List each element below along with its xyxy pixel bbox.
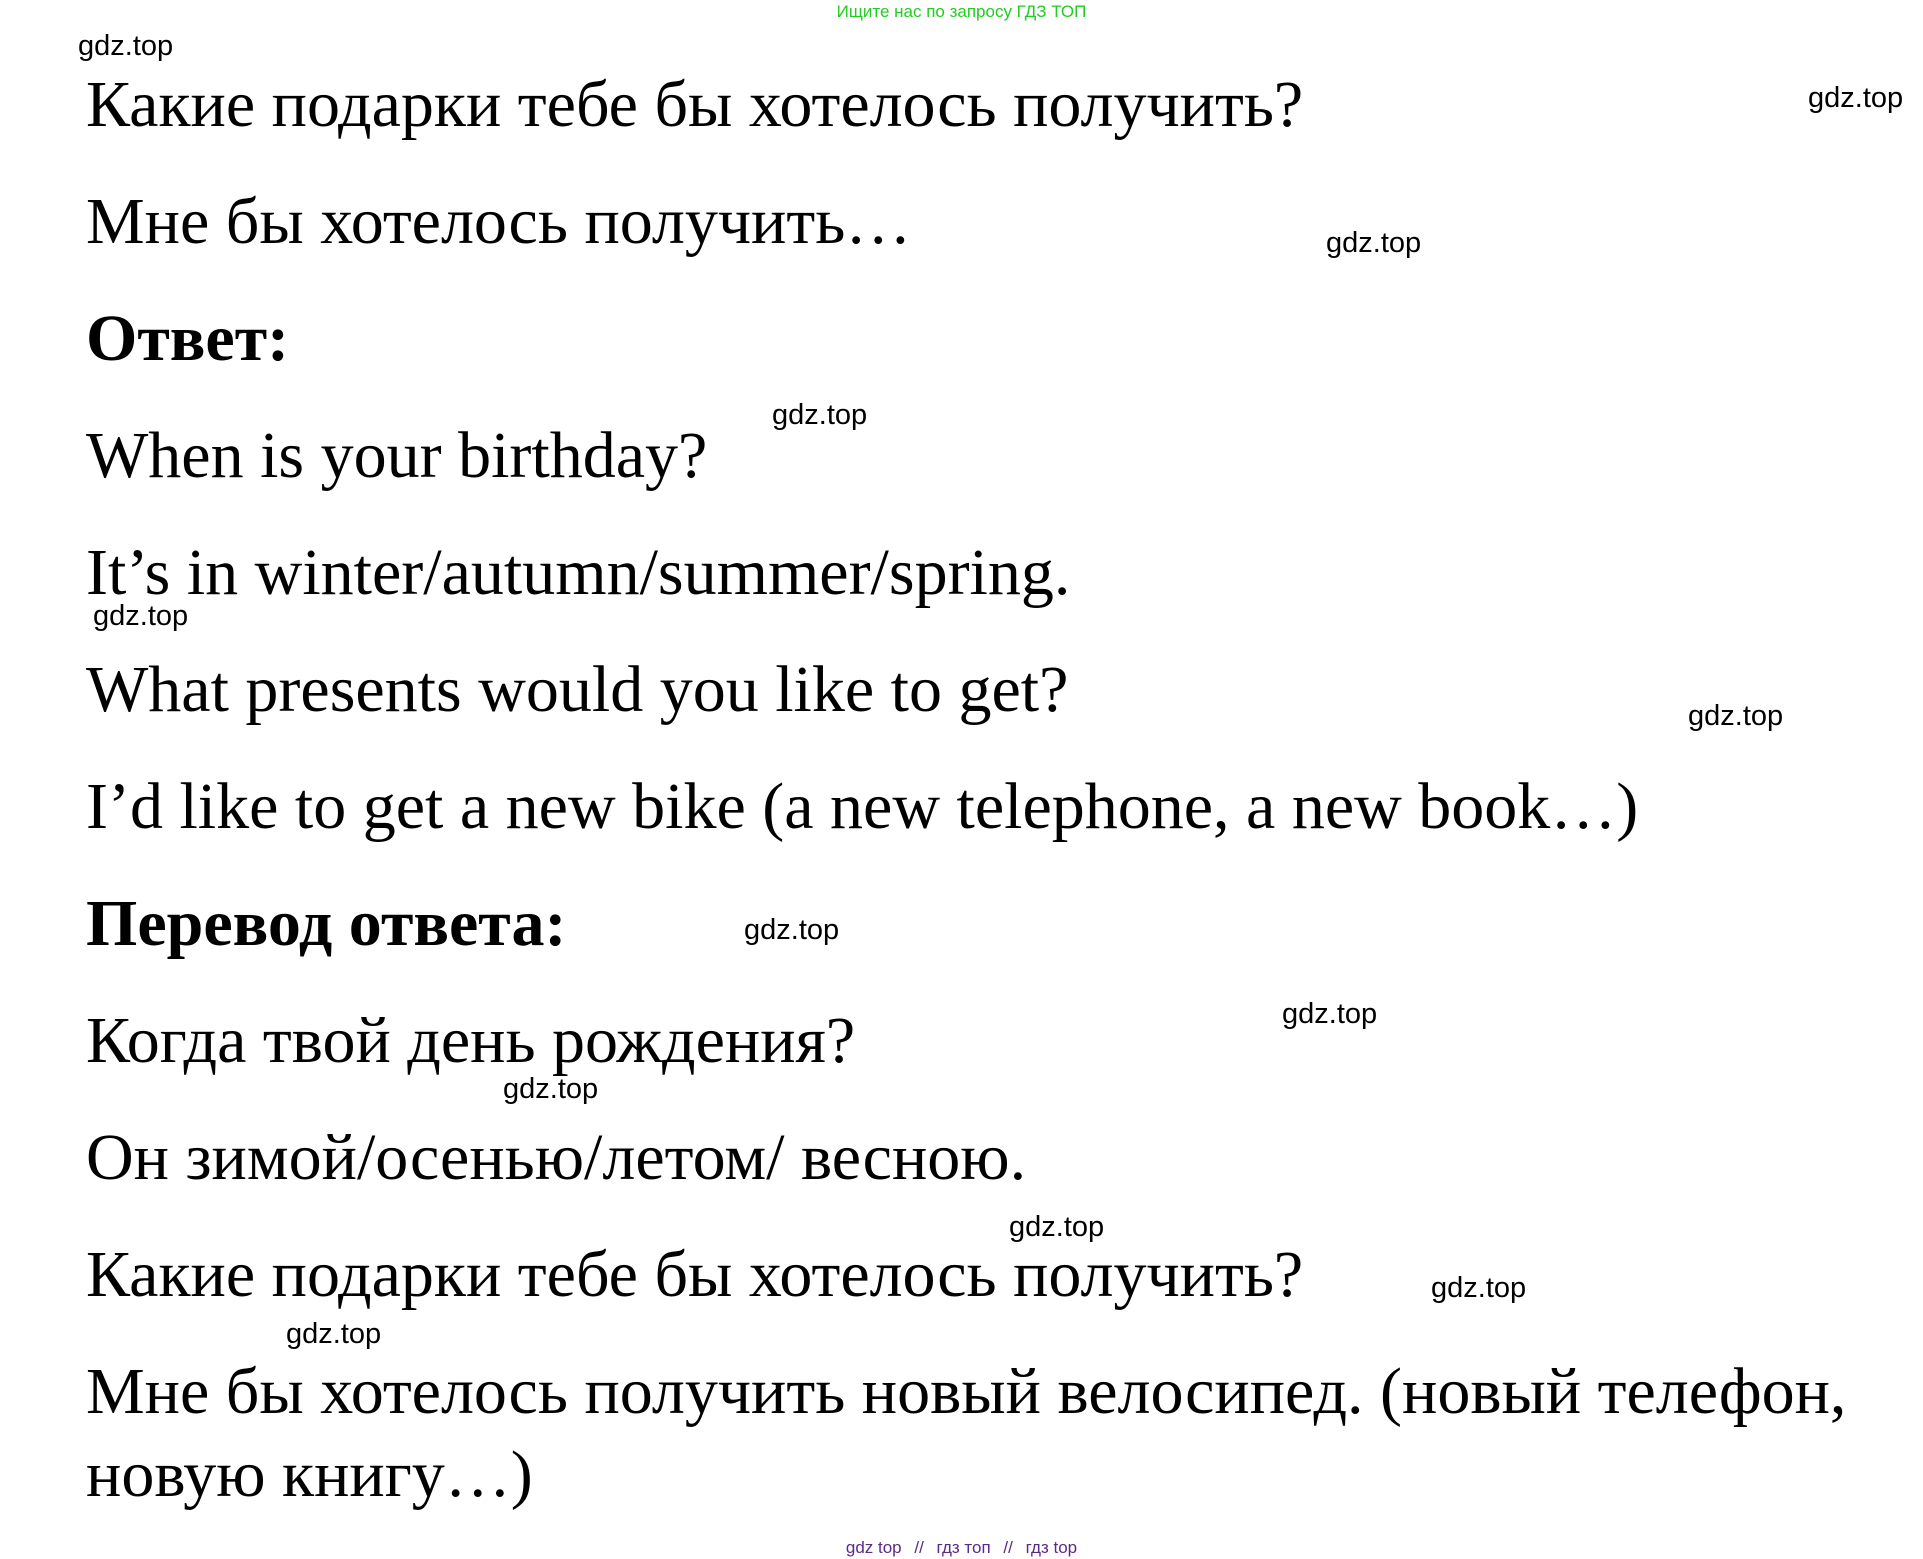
answer-heading: Ответ: <box>86 302 290 375</box>
answer-line-presents-reply: I’d like to get a new bike (a new telephone, a new book…) <box>86 770 1639 843</box>
footer-links <box>0 1538 1923 1558</box>
footer-separator: // <box>1003 1538 1013 1557</box>
watermark: gdz.top <box>1688 700 1784 732</box>
answer-line-presents-question: What presents would you like to get? <box>86 653 1069 726</box>
watermark: gdz.top <box>286 1318 382 1350</box>
prompt-line-like-to-get: Мне бы хотелось получить… <box>86 185 912 258</box>
answer-line-birthday-question: When is your birthday? <box>86 419 708 492</box>
footer-separator: // <box>914 1538 924 1557</box>
translation-heading: Перевод ответа: <box>86 887 567 960</box>
footer-link-gdz-top[interactable]: gdz top <box>845 1538 902 1557</box>
watermark: gdz.top <box>1009 1211 1105 1243</box>
watermark: gdz.top <box>772 399 868 431</box>
answer-line-season: It’s in winter/autumn/summer/spring. <box>86 536 1071 609</box>
question-line-gifts: Какие подарки тебе бы хотелось получить? <box>86 68 1304 141</box>
watermark: gdz.top <box>93 600 189 632</box>
watermark: gdz.top <box>78 30 174 62</box>
footer-link-gdz-top-cyrillic[interactable]: гдз топ <box>936 1538 991 1557</box>
watermark: gdz.top <box>1431 1272 1527 1304</box>
translation-line-presents-reply: Мне бы хотелось получить новый велосипед. (новый телефон, <box>86 1355 1847 1428</box>
header-banner: Ищите нас по запросу ГДЗ ТОП <box>836 2 1087 21</box>
translation-line-season: Он зимой/осенью/летом/ весною. <box>86 1121 1027 1194</box>
watermark: gdz.top <box>1282 998 1378 1030</box>
watermark: gdz.top <box>503 1073 599 1105</box>
watermark: gdz.top <box>744 914 840 946</box>
footer-link-gdz-top-mixed[interactable]: гдз top <box>1025 1538 1078 1557</box>
watermark: gdz.top <box>1808 82 1904 114</box>
translation-line-presents-reply-continued: новую книгу…) <box>86 1438 533 1511</box>
watermark: gdz.top <box>1326 227 1422 259</box>
translation-line-birthday-question: Когда твой день рождения? <box>86 1004 856 1077</box>
translation-line-presents-question: Какие подарки тебе бы хотелось получить? <box>86 1238 1304 1311</box>
